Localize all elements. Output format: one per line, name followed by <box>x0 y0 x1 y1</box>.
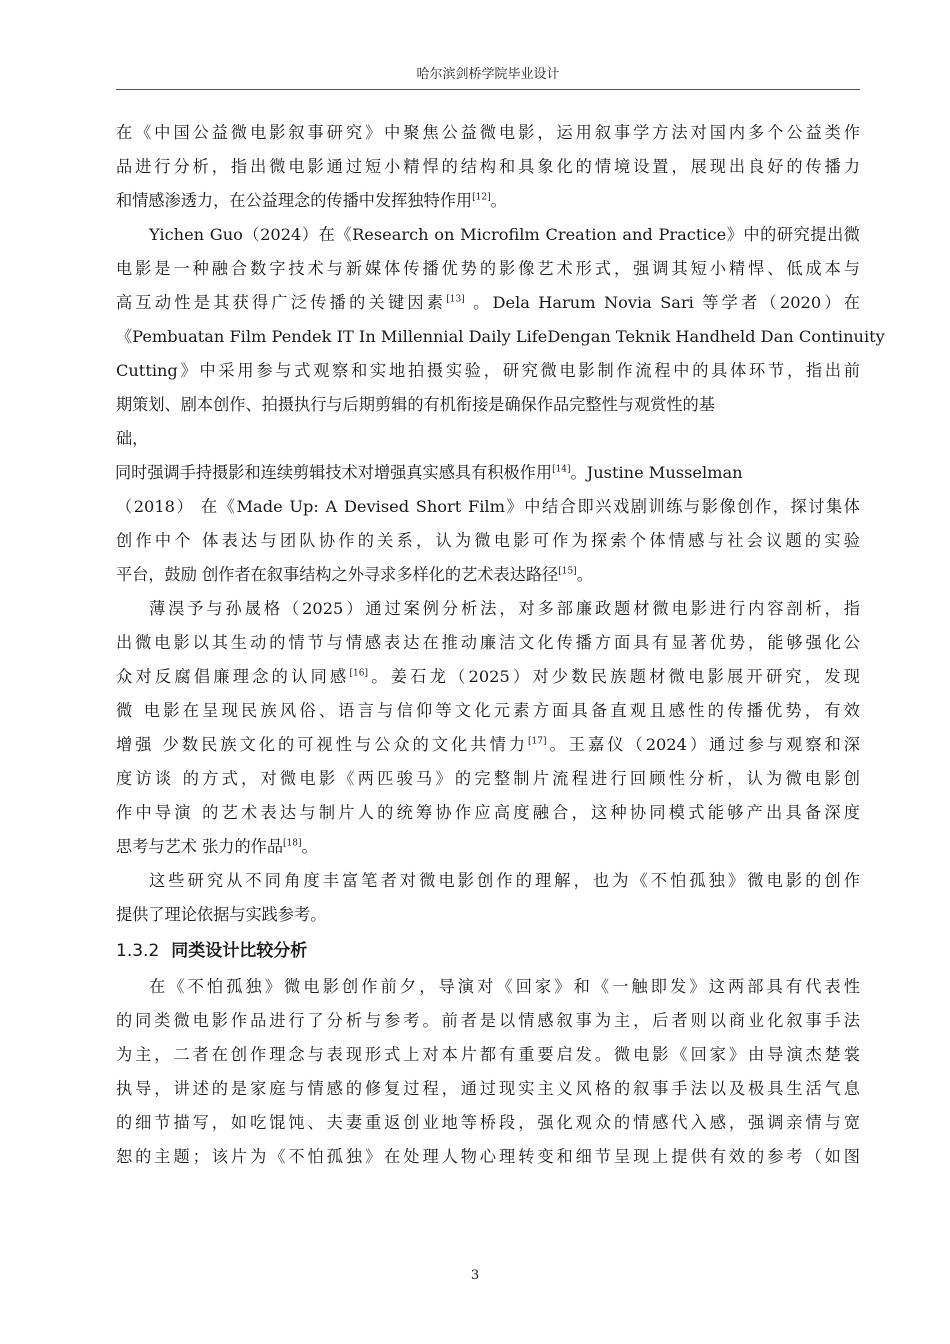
paragraph-line: 品进行分析，指出微电影通过短小精悍的结构和具象化的情境设置，展现出良好的传播力 <box>116 157 860 176</box>
paragraph-line: 的细节描写，如吃馄饨、夫妻重返创业地等桥段，强化观众的情感代入感，强调亲情与宽 <box>116 1113 860 1132</box>
paragraph-line: 度访谈 的方式，对微电影《两匹骏马》的完整制片流程进行回顾性分析，认为微电影创 <box>116 769 860 788</box>
paragraph-line: 增强 少数民族文化的可视性与公众的文化共情力[17]。王嘉仪（2024）通过参与观察和深 <box>116 735 860 754</box>
header-divider <box>116 89 860 90</box>
paragraph-line: Cutting》中采用参与式观察和实地拍摄实验，研究微电影制作流程中的具体环节，指出前 <box>116 361 860 380</box>
paragraph-line: 薄淏予与孙晟格（2025）通过案例分析法，对多部廉政题材微电影进行内容剖析，指 <box>149 599 860 618</box>
paragraph-line: 同时强调手持摄影和连续剪辑技术对增强真实感具有积极作用[14]。Justine Musselman <box>115 463 743 482</box>
citation-ref: [15] <box>558 566 577 577</box>
section-heading <box>116 932 860 970</box>
paragraph-line: （2018） 在《Made Up: A Devised Short Film》中结合即兴戏剧训练与影像创作，探讨集体 <box>116 497 860 516</box>
section-number: 1.3.2 <box>116 941 160 961</box>
paragraph-line: 微 电影在呈现民族风俗、语言与信仰等文化元素方面具备直观且感性的传播优势，有效 <box>116 701 860 720</box>
paragraph-line: 高互动性是其获得广泛传播的关键因素[13] 。Dela Harum Novia Sari 等学者（2020）在 <box>116 293 860 312</box>
paragraph-line: 在《不怕孤独》微电影创作前夕，导演对《回家》和《一触即发》这两部具有代表性 <box>149 977 860 996</box>
paragraph-line: 思考与艺术 张力的作品[18]。 <box>116 837 318 856</box>
citation-ref: [13] <box>446 294 465 305</box>
citation-ref: [16] <box>349 668 368 679</box>
section-title: 同类设计比较分析 <box>171 941 308 961</box>
citation-ref: [18] <box>283 838 302 849</box>
paragraph-line: 期策划、剧本创作、拍摄执行与后期剪辑的有机衔接是确保作品完整性与观赏性的基 <box>116 395 715 414</box>
paragraph-line: 平台，鼓励 创作者在叙事结构之外寻求多样化的艺术表达路径[15]。 <box>116 565 593 584</box>
paragraph-line: 执导，讲述的是家庭与情感的修复过程，通过现实主义风格的叙事手法以及极具生活气息 <box>116 1079 860 1098</box>
citation-ref: [14] <box>552 464 571 475</box>
paragraph-line: 出微电影以其生动的情节与情感表达在推动廉洁文化传播方面具有显著优势，能够强化公 <box>116 633 860 652</box>
paragraph-line: 创作中个 体表达与团队协作的关系，认为微电影可作为探索个体情感与社会议题的实验 <box>116 531 860 550</box>
running-header: 哈尔滨剑桥学院毕业设计 <box>416 67 560 82</box>
citation-ref: [12] <box>472 192 491 203</box>
paragraph-line: 的同类微电影作品进行了分析与参考。前者是以情感叙事为主，后者则以商业化叙事手法 <box>116 1011 860 1030</box>
paragraph-line: 《Pembuatan Film Pendek IT In Millennial Daily LifeDengan Teknik Handheld Dan Continuity <box>116 327 885 346</box>
paragraph-line: 和情感渗透力，在公益理念的传播中发挥独特作用[12]。 <box>116 191 507 210</box>
paragraph-line: Yichen Guo（2024）在《Research on Microfilm Creation and Practice》中的研究提出微 <box>149 225 860 244</box>
paragraph-line: 提供了理论依据与实践参考。 <box>116 905 327 924</box>
paragraph-line: 在《中国公益微电影叙事研究》中聚焦公益微电影，运用叙事学方法对国内多个公益类作 <box>116 123 860 142</box>
page-body <box>115 116 885 1174</box>
paragraph-line: 众对反腐倡廉理念的认同感[16]。姜石龙（2025）对少数民族题材微电影展开研究，发现 <box>116 667 860 686</box>
paragraph-line: 电影是一种融合数字技术与新媒体传播优势的影像艺术形式，强调其短小精悍、低成本与 <box>116 259 860 278</box>
paragraph-line: 为主，二者在创作理念与表现形式上对本片都有重要启发。微电影《回家》由导演杰楚裳 <box>116 1045 860 1064</box>
page-number: 3 <box>470 1268 480 1283</box>
paragraph-line: 础， <box>116 429 149 448</box>
paragraph-line: 作中导演 的艺术表达与制片人的统筹协作应高度融合，这种协同模式能够产出具备深度 <box>116 803 860 822</box>
paragraph-line: 这些研究从不同角度丰富笔者对微电影创作的理解，也为《不怕孤独》微电影的创作 <box>149 871 860 890</box>
citation-ref: [17] <box>528 736 547 747</box>
paragraph-line: 恕的主题；该片为《不怕孤独》在处理人物心理转变和细节呈现上提供有效的参考（如图 <box>116 1147 860 1166</box>
